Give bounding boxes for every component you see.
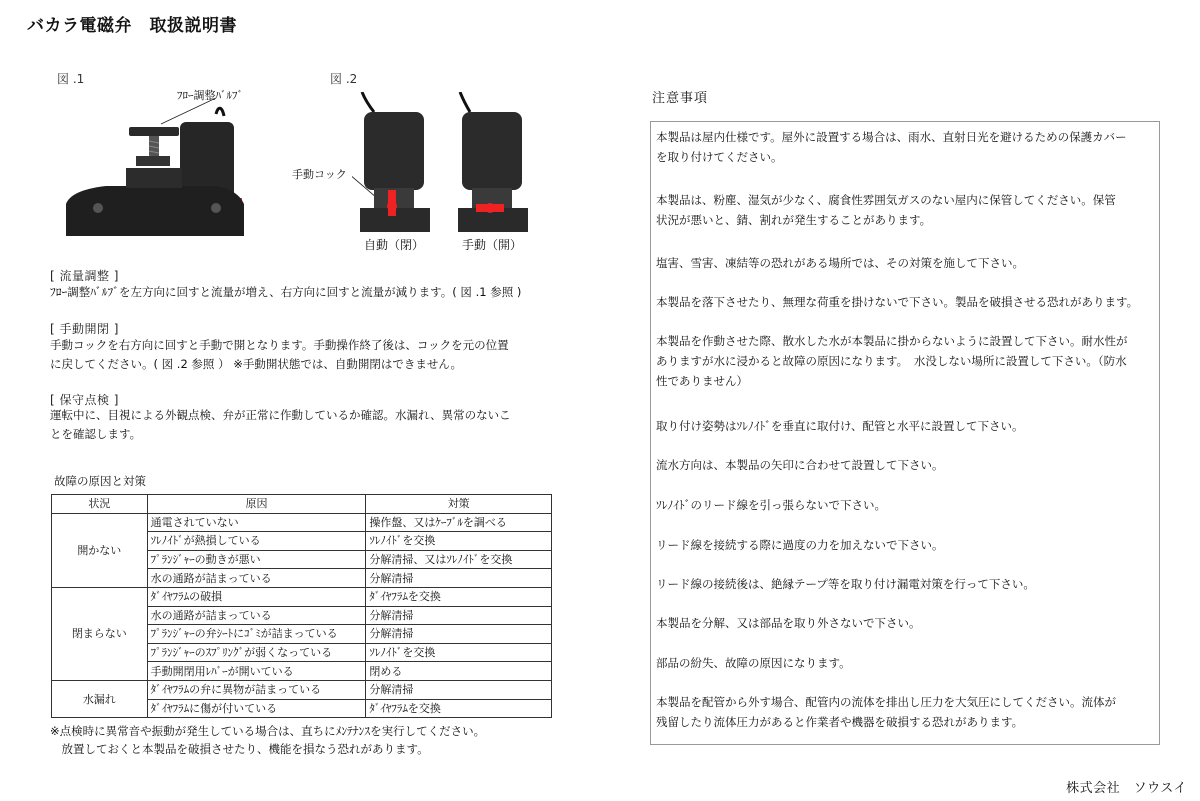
remedy-cell: 分解清掃 [366, 625, 552, 644]
note-item [656, 495, 1158, 515]
note-item [656, 613, 1158, 633]
note-item [656, 416, 1158, 436]
figure-1-label: 図 .1 [57, 72, 85, 86]
maintenance-heading: [ 保守点検 ] [50, 393, 119, 407]
figure-2-solenoid-image [352, 92, 532, 232]
cause-cell: 水の通路が詰まっている [147, 569, 366, 588]
note-item [656, 253, 1158, 273]
note-item [656, 574, 1158, 594]
fault-table-footnote [50, 722, 610, 758]
manual-open-close-body [50, 336, 590, 374]
note-line: を取り付けてください。 [656, 150, 783, 164]
header-remedy: 対策 [366, 495, 552, 514]
cause-cell: ﾌﾟﾗﾝｼﾞｬｰの動きが悪い [147, 550, 366, 569]
cause-cell: ｿﾚﾉｲﾄﾞが熱損している [147, 532, 366, 551]
note-item [656, 653, 1158, 673]
note-line: ｿﾚﾉｲﾄﾞのリード線を引っ張らないで下さい。 [656, 498, 886, 512]
status-cell: 水漏れ [52, 680, 148, 717]
maintenance-body [50, 406, 590, 444]
table-row [52, 587, 552, 606]
note-item [656, 331, 1158, 391]
note-line: 残留したり流体圧力があると作業者や機器を破損する恐れがあります。 [656, 715, 1024, 729]
flow-valve-callout: ﾌﾛｰ調整ﾊﾞﾙﾌﾞ [177, 89, 243, 102]
cause-cell: 手動開閉用ﾚﾊﾞｰが開いている [147, 662, 366, 681]
manual-cock-callout: 手動コック [292, 168, 347, 181]
figure-1-valve-image [66, 86, 244, 236]
cause-cell: 水の通路が詰まっている [147, 606, 366, 625]
table-row [52, 680, 552, 699]
remedy-cell: ﾀﾞｲﾔﾌﾗﾑを交換 [366, 699, 552, 718]
cause-cell: ﾀﾞｲﾔﾌﾗﾑの弁に異物が詰まっている [147, 680, 366, 699]
flow-adjust-body [50, 283, 590, 302]
manual-open-close-heading: [ 手動開閉 ] [50, 322, 119, 336]
remedy-cell: 閉める [366, 662, 552, 681]
figure-2-label: 図 .2 [330, 72, 358, 86]
cause-cell: ﾌﾟﾗﾝｼﾞｬｰのｽﾌﾟﾘﾝｸﾞが弱くなっている [147, 643, 366, 662]
document-title: バカラ電磁弁 取扱説明書 [27, 16, 237, 36]
table-row [52, 513, 552, 532]
remedy-cell: 分解清掃、又はｿﾚﾉｲﾄﾞを交換 [366, 550, 552, 569]
note-line: 性でありません） [656, 374, 748, 388]
note-item [656, 692, 1158, 732]
note-item [656, 455, 1158, 475]
header-cause: 原因 [147, 495, 366, 514]
note-line: 取り付け姿勢はｿﾚﾉｲﾄﾞを垂直に取付け、配管と水平に設置して下さい。 [656, 419, 1024, 433]
note-item [656, 127, 1158, 167]
manual-open-caption: 手動（開） [462, 238, 523, 252]
note-line: 本製品は屋内仕様です。屋外に設置する場合は、雨水、直射日光を避けるための保護カバー [656, 130, 1127, 144]
remedy-cell: 操作盤、又はｹｰﾌﾞﾙを調べる [366, 513, 552, 532]
note-line: リード線の接続後は、絶縁テープ等を取り付け漏電対策を行って下さい。 [656, 577, 1035, 591]
fault-table [51, 494, 552, 718]
note-line: 本製品を配管から外す場合、配管内の流体を排出し圧力を大気圧にしてください。流体が [656, 695, 1116, 709]
table-header-row [52, 495, 552, 514]
remedy-cell: ｿﾚﾉｲﾄﾞを交換 [366, 532, 552, 551]
manual-open-close-line: に戻してください。( 図 .2 参照 ） ※手動開状態では、自動開閉はできません。 [50, 357, 463, 371]
note-item [656, 190, 1158, 230]
remedy-cell: 分解清掃 [366, 680, 552, 699]
footnote-line: ※点検時に異常音や振動が発生している場合は、直ちにﾒﾝﾃﾅﾝｽを実行してください。 [50, 724, 486, 738]
note-line: 本製品を落下させたり、無理な荷重を掛けないで下さい。製品を破損させる恐れがあります。 [656, 295, 1139, 309]
note-line: 状況が悪いと、錆、割れが発生することがあります。 [656, 213, 932, 227]
company-name: 株式会社 ソウスイ [1066, 781, 1187, 796]
flow-adjust-line: ﾌﾛｰ調整ﾊﾞﾙﾌﾞを左方向に回すと流量が増え、右方向に回すと流量が減ります。( 図 .1 参照 ) [50, 285, 522, 299]
notes-heading: 注意事項 [652, 91, 709, 106]
note-line: 本製品を作動させた際、散水した水が本製品に掛からないように設置して下さい。耐水性が [656, 334, 1128, 348]
cause-cell: ﾀﾞｲﾔﾌﾗﾑの破損 [147, 587, 366, 606]
cause-cell: 通電されていない [147, 513, 366, 532]
note-item [656, 292, 1158, 312]
cause-cell: ﾀﾞｲﾔﾌﾗﾑに傷が付いている [147, 699, 366, 718]
flow-adjust-heading: [ 流量調整 ] [50, 269, 119, 283]
note-line: 本製品を分解、又は部品を取り外さないで下さい。 [656, 616, 921, 630]
fault-table-caption: 故障の原因と対策 [54, 474, 146, 488]
status-cell: 開かない [52, 513, 148, 587]
auto-closed-caption: 自動（閉） [364, 238, 425, 252]
remedy-cell: 分解清掃 [366, 569, 552, 588]
header-status: 状況 [52, 495, 148, 514]
maintenance-line: とを確認します。 [50, 427, 142, 441]
note-line: リード線を接続する際に過度の力を加えないで下さい。 [656, 538, 944, 552]
note-item [656, 535, 1158, 555]
maintenance-line: 運転中に、目視による外観点検、弁が正常に作動しているか確認。水漏れ、異常のないこ [50, 408, 511, 422]
remedy-cell: 分解清掃 [366, 606, 552, 625]
note-line: ありますが水に浸かると故障の原因になります。 水没しない場所に設置して下さい。（防水 [656, 354, 1127, 368]
status-cell: 閉まらない [52, 587, 148, 680]
remedy-cell: ﾀﾞｲﾔﾌﾗﾑを交換 [366, 587, 552, 606]
remedy-cell: ｿﾚﾉｲﾄﾞを交換 [366, 643, 552, 662]
manual-open-close-line: 手動コックを右方向に回すと手動で開となります。手動操作終了後は、コックを元の位置 [50, 338, 509, 352]
footnote-line: 放置しておくと本製品を破損させたり、機能を損なう恐れがあります。 [50, 742, 429, 756]
note-line: 部品の紛失、故障の原因になります。 [656, 656, 851, 670]
cause-cell: ﾌﾟﾗﾝｼﾞｬｰの弁ｼｰﾄにｺﾞﾐが詰まっている [147, 625, 366, 644]
note-line: 流水方向は、本製品の矢印に合わせて設置して下さい。 [656, 458, 944, 472]
note-line: 塩害、雪害、凍結等の恐れがある場所では、その対策を施して下さい。 [656, 256, 1024, 270]
note-line: 本製品は、粉塵、湿気が少なく、腐食性雰囲気ガスのない屋内に保管してください。保管 [656, 193, 1116, 207]
